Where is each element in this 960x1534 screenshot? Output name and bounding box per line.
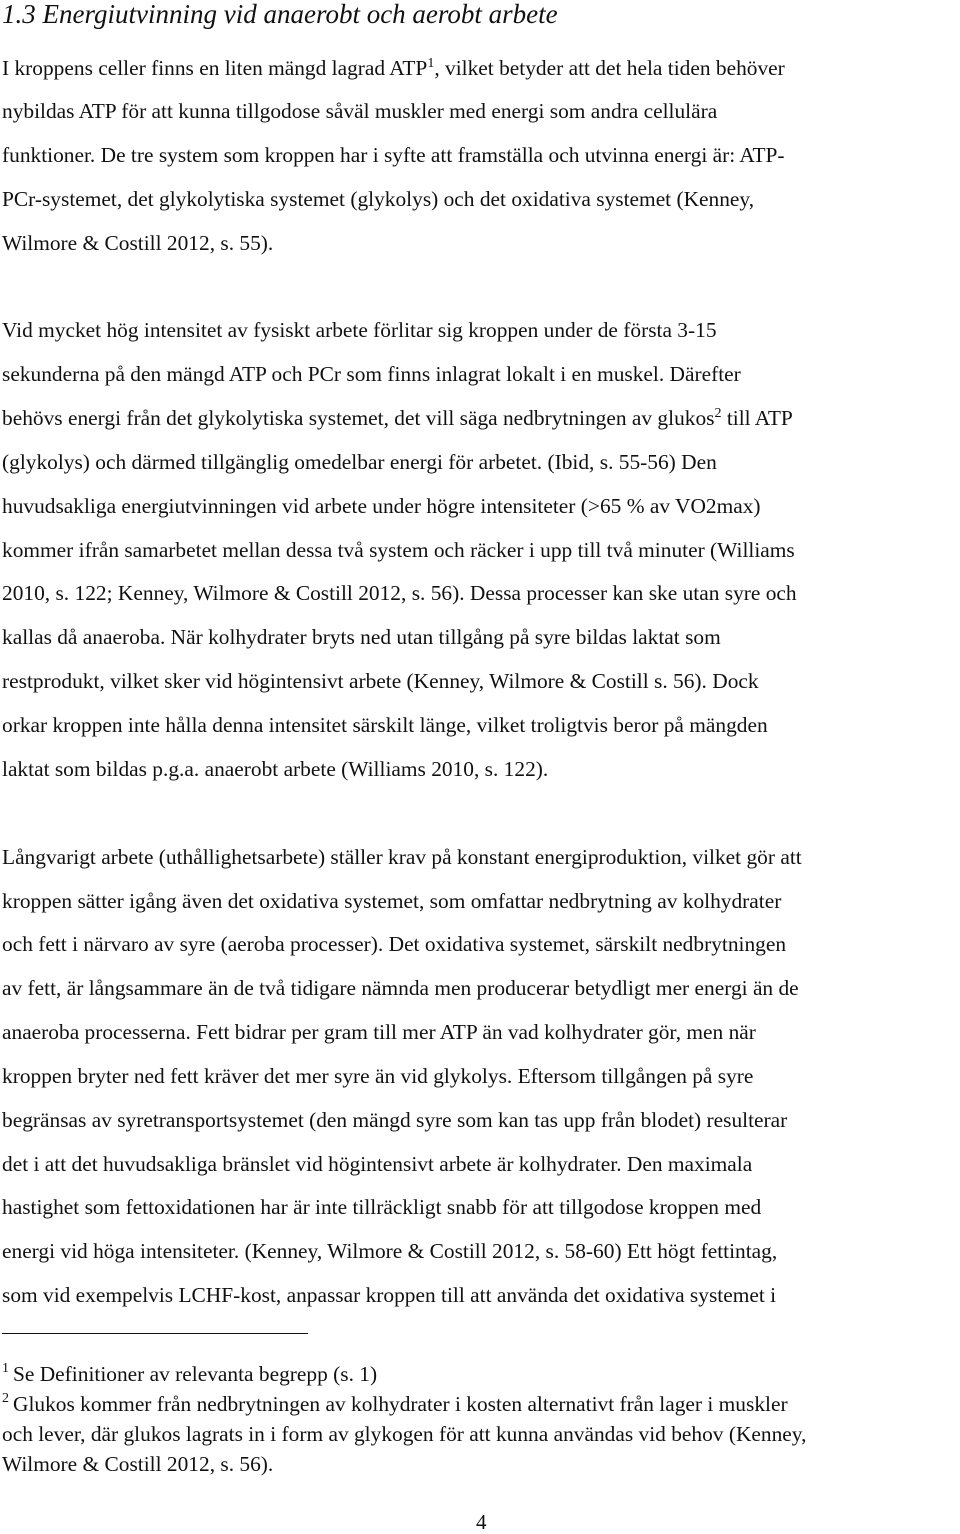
text-line: 2010, s. 122; Kenney, Wilmore & Costill 2012, s. 56). Dessa processer kan ske utan syre och	[2, 581, 797, 605]
text-line: det i att det huvudsakliga bränslet vid högintensivt arbete är kolhydrater. Den maximala	[2, 1152, 753, 1176]
text-line	[2, 46, 785, 90]
text-line: sekunderna på den mängd ATP och PCr som finns inlagrat lokalt i en muskel. Därefter	[2, 362, 741, 386]
text-line: orkar kroppen inte hålla denna intensitet särskilt länge, vilket troligtvis beror på mängden	[2, 713, 768, 737]
text-line: restprodukt, vilket sker vid högintensivt arbete (Kenney, Wilmore & Costill s. 56). Dock	[2, 669, 759, 693]
footnote-ref-2[interactable]: 2	[714, 406, 722, 421]
footnote-2	[2, 1389, 788, 1419]
text-span: , vilket betyder att det hela tiden behöver	[434, 56, 785, 80]
footnote-ref-1[interactable]: 1	[427, 56, 435, 71]
footnote-2-line: och lever, där glukos lagrats in i form av glykogen för att kunna användas vid behov (Kenney,	[2, 1422, 807, 1446]
text-line: kallas då anaeroba. När kolhydrater bryts ned utan tillgång på syre bildas laktat som	[2, 625, 721, 649]
text-line: hastighet som fettoxidationen har är inte tillräckligt snabb för att tillgodose kroppen med	[2, 1195, 762, 1219]
text-line: Långvarigt arbete (uthållighetsarbete) ställer krav på konstant energiproduktion, vilket gör att	[2, 845, 802, 869]
footnote-text: Glukos kommer från nedbrytningen av kolhydrater i kosten alternativt från lager i muskler	[13, 1392, 788, 1416]
page-number: 4	[476, 1510, 487, 1534]
text-line: som vid exempelvis LCHF-kost, anpassar kroppen till att använda det oxidativa systemet i	[2, 1283, 777, 1307]
text-line: nybildas ATP för att kunna tillgodose såväl muskler med energi som andra cellulära	[2, 99, 718, 123]
text-line: kroppen bryter ned fett kräver det mer syre än vid glykolys. Eftersom tillgången på syre	[2, 1064, 754, 1088]
footnote-text: Se Definitioner av relevanta begrepp (s. 1)	[13, 1362, 378, 1386]
text-line: av fett, är långsammare än de två tidigare nämnda men producerar betydligt mer energi än de	[2, 976, 799, 1000]
footnote-number: 2	[2, 1391, 9, 1406]
footnote-number: 1	[2, 1361, 9, 1376]
text-span: I kroppens celler finns en liten mängd lagrad ATP	[2, 56, 428, 80]
text-line: och fett i närvaro av syre (aeroba processer). Det oxidativa systemet, särskilt nedbrytningen	[2, 932, 787, 956]
text-line: kroppen sätter igång även det oxidativa systemet, som omfattar nedbrytning av kolhydrater	[2, 889, 782, 913]
text-line: laktat som bildas p.g.a. anaerobt arbete (Williams 2010, s. 122).	[2, 757, 549, 781]
document-page	[2, 0, 958, 1534]
text-line: anaeroba processerna. Fett bidrar per gram till mer ATP än vad kolhydrater gör, men när	[2, 1020, 756, 1044]
text-line: huvudsakliga energiutvinningen vid arbete under högre intensiteter (>65 % av VO2max)	[2, 494, 761, 518]
text-line	[2, 396, 793, 440]
text-line: (glykolys) och därmed tillgänglig omedelbar energi för arbetet. (Ibid, s. 55-56) Den	[2, 450, 717, 474]
section-heading: 1.3 Energiutvinning vid anaerobt och aerobt arbete	[2, 0, 558, 29]
text-line: begränsas av syretransportsystemet (den mängd syre som kan tas upp från blodet) resulterar	[2, 1108, 788, 1132]
text-line: Wilmore & Costill 2012, s. 55).	[2, 231, 274, 255]
footnote-1	[2, 1359, 377, 1389]
footnote-2-line: Wilmore & Costill 2012, s. 56).	[2, 1452, 274, 1476]
text-span: till ATP	[721, 406, 793, 430]
text-line: funktioner. De tre system som kroppen har i syfte att framställa och utvinna energi är: ATP-	[2, 143, 785, 167]
text-line: kommer ifrån samarbetet mellan dessa två system och räcker i upp till två minuter (Williams	[2, 538, 795, 562]
text-line: energi vid höga intensiteter. (Kenney, Wilmore & Costill 2012, s. 58-60) Ett högt fettintag,	[2, 1239, 778, 1263]
text-line: Vid mycket hög intensitet av fysiskt arbete förlitar sig kroppen under de första 3-15	[2, 318, 717, 342]
footnote-divider	[2, 1333, 308, 1334]
text-span: behövs energi från det glykolytiska systemet, det vill säga nedbrytningen av glukos	[2, 406, 715, 430]
text-line: PCr-systemet, det glykolytiska systemet (glykolys) och det oxidativa systemet (Kenney,	[2, 187, 755, 211]
